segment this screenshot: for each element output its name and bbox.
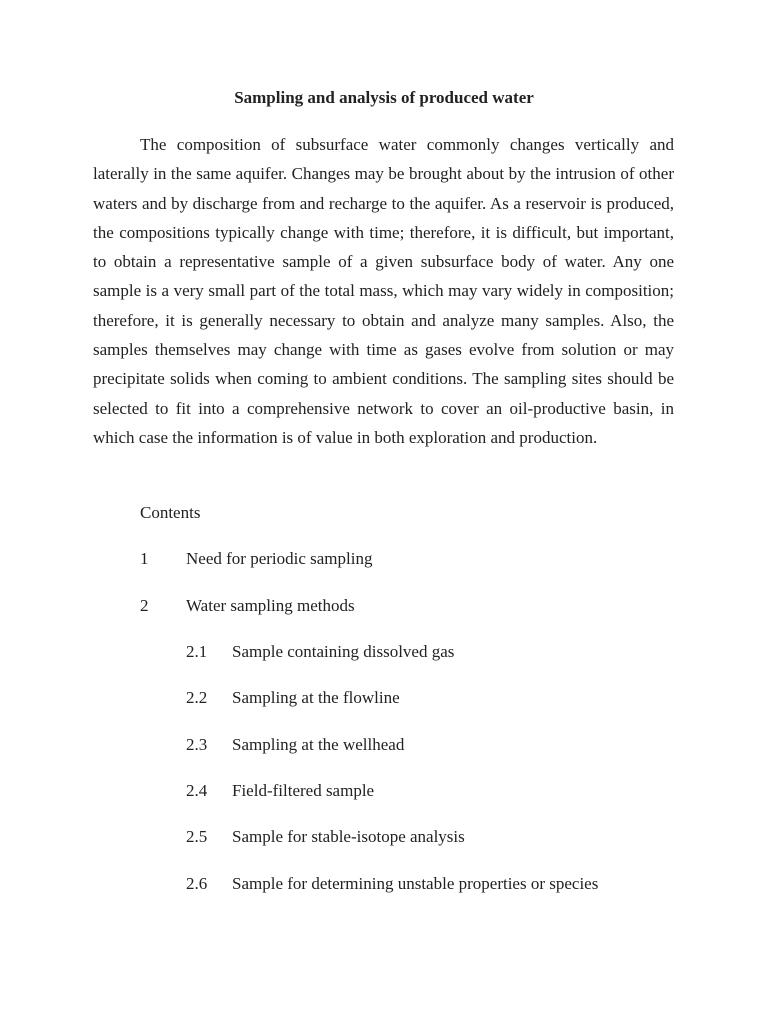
toc-item-number: 2.1 bbox=[186, 642, 208, 661]
abstract-paragraph: The composition of subsurface water commonly changes vertically and laterally in the same aquifer. Changes may be brought about by the intrusion of other waters and by discharge from and recharge to the aquifer. As a reservoir is produced, the compositions typically change with time; therefore, it is difficult, but important, to obtain a representative sample of a given subsurface body of water. Any one sample is a very small part of the total mass, which may vary widely in composition; therefore, it is generally necessary to obtain and analyze many samples. Also, the samples themselves may change with time as gases evolve from solution or may precipitate solids when coming to ambient conditions. The sampling sites should be selected to fit into a comprehensive network to cover an oil-productive basin, in which case the information is of value in both exploration and production. bbox=[93, 135, 674, 447]
toc-item-number: 2.4 bbox=[186, 781, 208, 800]
contents-heading: Contents bbox=[140, 503, 201, 522]
toc-item-number: 2.5 bbox=[186, 827, 208, 846]
toc-item-label: Sample containing dissolved gas bbox=[232, 642, 455, 661]
toc-item-number: 1 bbox=[140, 549, 149, 568]
toc-item-label: Sampling at the wellhead bbox=[232, 735, 405, 754]
toc-item-number: 2 bbox=[140, 596, 149, 615]
toc-item-label: Field-filtered sample bbox=[232, 781, 375, 800]
toc-item-label: Need for periodic sampling bbox=[186, 549, 373, 568]
page-title: Sampling and analysis of produced water bbox=[234, 88, 534, 107]
toc-item-label: Sampling at the flowline bbox=[232, 688, 400, 707]
toc-item-number: 2.3 bbox=[186, 735, 208, 754]
toc-item-label: Water sampling methods bbox=[186, 596, 355, 615]
toc-item-label: Sample for stable-isotope analysis bbox=[232, 827, 465, 846]
toc-item-number: 2.6 bbox=[186, 874, 208, 893]
toc-item-number: 2.2 bbox=[186, 688, 208, 707]
toc-item-label: Sample for determining unstable properties or species bbox=[232, 874, 599, 893]
